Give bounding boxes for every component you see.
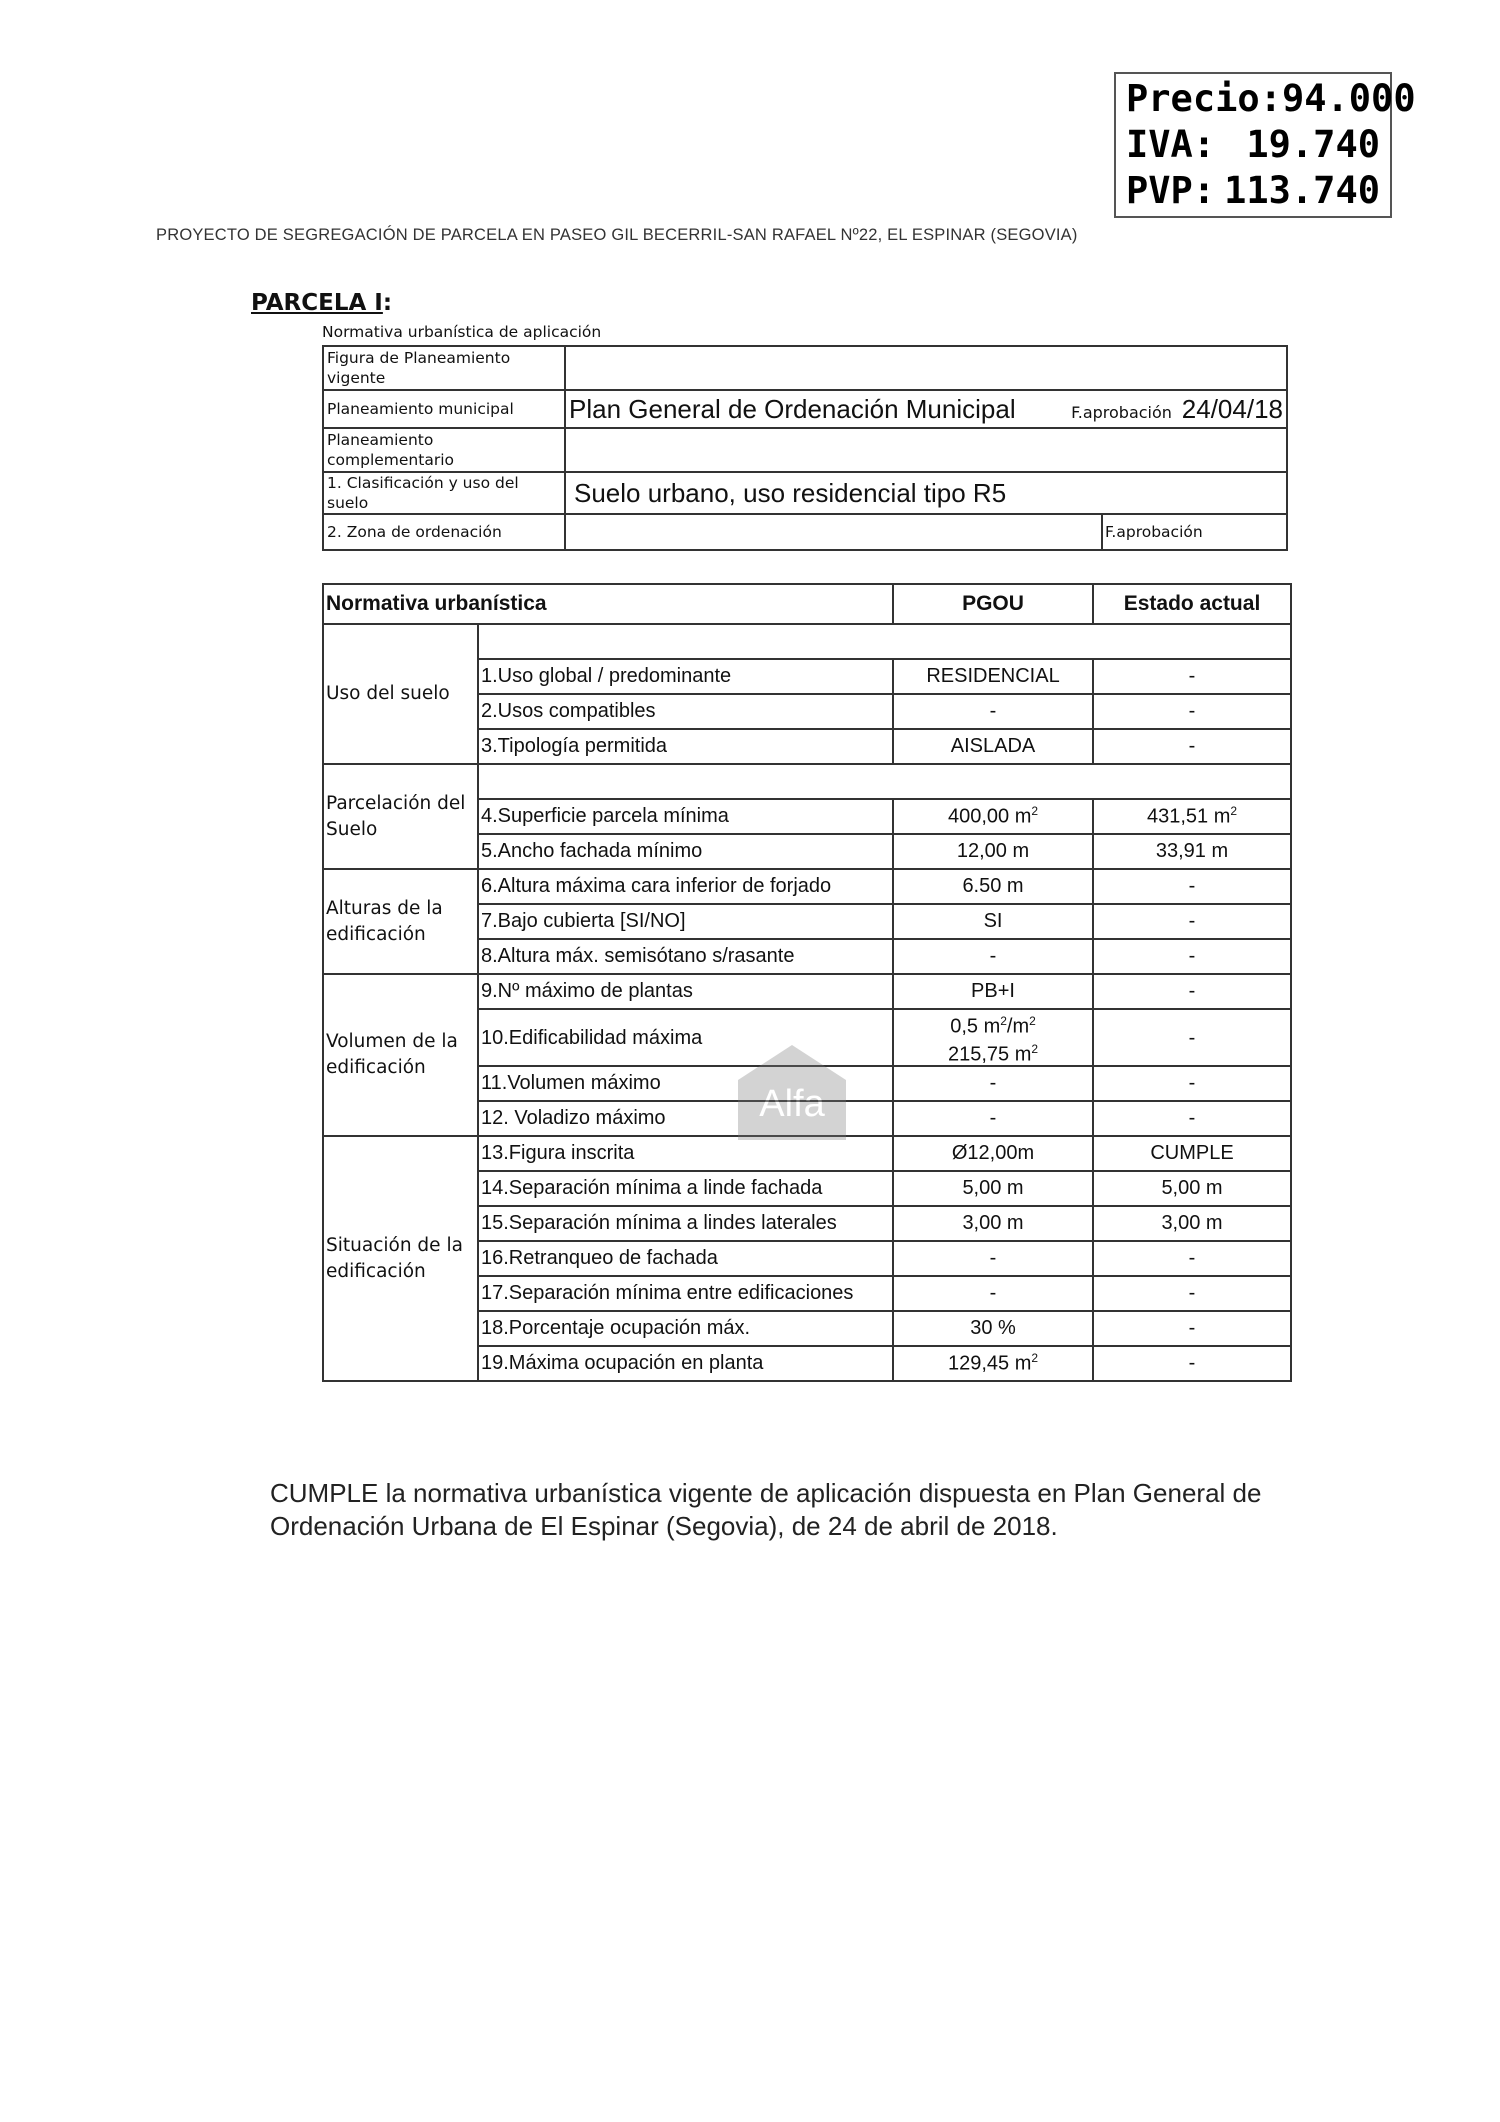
row-item: 10.Edificabilidad máxima bbox=[478, 1009, 893, 1066]
row-estado: 3,00 m bbox=[1093, 1206, 1291, 1241]
sup-2: 2 bbox=[1000, 1014, 1007, 1028]
row-item: 1.Uso global / predominante bbox=[478, 659, 893, 694]
sup-2: 2 bbox=[1031, 804, 1039, 819]
row-item: 4.Superficie parcela mínima bbox=[478, 799, 893, 834]
complementario-value bbox=[565, 428, 1287, 472]
planning-row-figura bbox=[323, 346, 1287, 390]
municipal-value: Plan General de Ordenación Municipal bbox=[569, 393, 1016, 424]
group-situacion: Situación de la edificación bbox=[323, 1136, 478, 1381]
row-item: 2.Usos compatibles bbox=[478, 694, 893, 729]
row-estado: - bbox=[1093, 659, 1291, 694]
iva-label: IVA: bbox=[1126, 123, 1216, 166]
iva-row bbox=[1126, 122, 1380, 168]
figura-label: Figura de Planeamiento vigente bbox=[323, 346, 565, 390]
row-estado: 5,00 m bbox=[1093, 1171, 1291, 1206]
parcela-title bbox=[251, 290, 392, 316]
row-estado: - bbox=[1093, 1101, 1291, 1136]
row-item: 16.Retranqueo de fachada bbox=[478, 1241, 893, 1276]
row-pgou: - bbox=[893, 694, 1093, 729]
normativa-caption: Normativa urbanística de aplicación bbox=[322, 323, 602, 341]
price-box bbox=[1114, 72, 1416, 218]
row-pgou: - bbox=[893, 1241, 1093, 1276]
row-pgou: 6.50 m bbox=[893, 869, 1093, 904]
row-pgou: PB+I bbox=[893, 974, 1093, 1009]
row-pgou: Ø12,00m bbox=[893, 1136, 1093, 1171]
row-pgou: AISLADA bbox=[893, 729, 1093, 764]
table-row bbox=[323, 974, 1291, 1009]
row-pgou: 30 % bbox=[893, 1311, 1093, 1346]
row-estado: - bbox=[1093, 1009, 1291, 1066]
parcela-title-colon: : bbox=[382, 290, 393, 316]
row-pgou: 5,00 m bbox=[893, 1171, 1093, 1206]
watermark-logo bbox=[738, 1040, 846, 1140]
row-estado: - bbox=[1093, 939, 1291, 974]
zona-value bbox=[566, 515, 1101, 549]
normativa-table bbox=[322, 583, 1292, 1382]
pgou-value: 129,45 m bbox=[947, 1353, 1032, 1376]
pvp-value: 113.740 bbox=[1224, 169, 1380, 212]
row-item: 8.Altura máx. semisótano s/rasante bbox=[478, 939, 893, 974]
edif-val-a: 0,5 m bbox=[950, 1015, 1001, 1038]
row-pgou: SI bbox=[893, 904, 1093, 939]
row-item: 5.Ancho fachada mínimo bbox=[478, 834, 893, 869]
row-item: 14.Separación mínima a linde fachada bbox=[478, 1171, 893, 1206]
row-item: 7.Bajo cubierta [SI/NO] bbox=[478, 904, 893, 939]
row-estado: - bbox=[1093, 729, 1291, 764]
header-pgou: PGOU bbox=[893, 584, 1093, 624]
table-row bbox=[323, 624, 1291, 659]
row-estado: - bbox=[1093, 1276, 1291, 1311]
row-estado: - bbox=[1093, 1241, 1291, 1276]
conclusion-text: CUMPLE la normativa urbanística vigente de aplicación dispuesta en Plan General de Ordenación Urbana de El Espinar (Segovia), de 24 de abril de 2018. bbox=[270, 1478, 1262, 1541]
pgou-value: 400,00 m bbox=[947, 805, 1032, 828]
sup-2: 2 bbox=[1031, 1351, 1039, 1366]
row-item: 6.Altura máxima cara inferior de forjado bbox=[478, 869, 893, 904]
clasificacion-cell bbox=[565, 472, 1287, 514]
row-item: 19.Máxima ocupación en planta bbox=[478, 1346, 893, 1381]
header-normativa: Normativa urbanística bbox=[323, 584, 893, 624]
pvp-row bbox=[1126, 168, 1380, 214]
row-estado: - bbox=[1093, 1066, 1291, 1101]
group-alturas: Alturas de la edificación bbox=[323, 869, 478, 974]
row-item: 15.Separación mínima a lindes laterales bbox=[478, 1206, 893, 1241]
row-estado: - bbox=[1093, 869, 1291, 904]
sup-2: 2 bbox=[1029, 1014, 1036, 1028]
row-estado: CUMPLE bbox=[1093, 1136, 1291, 1171]
row-pgou: 12,00 m bbox=[893, 834, 1093, 869]
planning-table bbox=[322, 345, 1288, 551]
row-pgou: - bbox=[893, 1101, 1093, 1136]
row-pgou: - bbox=[893, 1066, 1093, 1101]
municipal-date-group bbox=[1071, 394, 1283, 425]
row-estado: - bbox=[1093, 1346, 1291, 1381]
planning-row-zona bbox=[323, 514, 1287, 550]
row-item: 3.Tipología permitida bbox=[478, 729, 893, 764]
municipal-label: Planeamiento municipal bbox=[323, 390, 565, 428]
group-volumen: Volumen de la edificación bbox=[323, 974, 478, 1136]
row-pgou bbox=[893, 1346, 1093, 1381]
estado-value: 431,51 m bbox=[1146, 805, 1231, 828]
table-row bbox=[323, 1136, 1291, 1171]
planning-row-clasificacion bbox=[323, 472, 1287, 514]
complementario-label: Planeamiento complementario bbox=[323, 428, 565, 472]
table-row bbox=[323, 869, 1291, 904]
zona-cell bbox=[565, 514, 1287, 550]
normativa-header-row bbox=[323, 584, 1291, 624]
municipal-cell bbox=[565, 390, 1287, 428]
price-row bbox=[1126, 76, 1416, 122]
row-estado bbox=[1093, 799, 1291, 834]
price-value: 94.000 bbox=[1281, 77, 1416, 120]
row-item: 13.Figura inscrita bbox=[478, 1136, 893, 1171]
row-estado: - bbox=[1093, 1311, 1291, 1346]
group-uso: Uso del suelo bbox=[323, 624, 478, 764]
row-item: 12. Voladizo máximo bbox=[478, 1101, 893, 1136]
pvp-label: PVP: bbox=[1126, 169, 1216, 212]
row-item: 11.Volumen máximo bbox=[478, 1066, 893, 1101]
parcela-title-text: PARCELA I bbox=[251, 290, 383, 316]
clasificacion-label: 1. Clasificación y uso del suelo bbox=[323, 472, 565, 514]
row-estado: - bbox=[1093, 974, 1291, 1009]
sup-2: 2 bbox=[1031, 1041, 1039, 1056]
figura-value bbox=[565, 346, 1287, 390]
clasificacion-value: Suelo urbano, uso residencial tipo R5 bbox=[574, 477, 1007, 508]
edificabilidad-line1 bbox=[896, 1010, 1090, 1038]
watermark-text: Alfa bbox=[759, 1083, 825, 1125]
house-logo-icon bbox=[738, 1040, 846, 1140]
zona-date-label: F.aprobación bbox=[1101, 515, 1286, 549]
edif-val-c: 215,75 m bbox=[947, 1043, 1032, 1066]
row-pgou: - bbox=[893, 939, 1093, 974]
edificabilidad-line2 bbox=[896, 1038, 1090, 1066]
row-estado: 33,91 m bbox=[1093, 834, 1291, 869]
sup-2: 2 bbox=[1230, 804, 1238, 819]
spacer-row bbox=[478, 624, 1291, 659]
row-item: 9.Nº máximo de plantas bbox=[478, 974, 893, 1009]
project-header: PROYECTO DE SEGREGACIÓN DE PARCELA EN PASEO GIL BECERRIL-SAN RAFAEL Nº22, EL ESPINAR (SEGOVIA) bbox=[156, 226, 1078, 244]
row-estado: - bbox=[1093, 694, 1291, 729]
row-item: 17.Separación mínima entre edificaciones bbox=[478, 1276, 893, 1311]
municipal-date: 24/04/18 bbox=[1181, 393, 1283, 424]
row-estado: - bbox=[1093, 904, 1291, 939]
zona-split bbox=[566, 515, 1286, 549]
group-parcelacion: Parcelación del Suelo bbox=[323, 764, 478, 869]
header-estado: Estado actual bbox=[1093, 584, 1291, 624]
table-row bbox=[323, 764, 1291, 799]
planning-row-complementario bbox=[323, 428, 1287, 472]
spacer-row bbox=[478, 764, 1291, 799]
price-label: Precio: bbox=[1126, 77, 1282, 120]
row-pgou bbox=[893, 799, 1093, 834]
planning-row-municipal bbox=[323, 390, 1287, 428]
row-pgou: - bbox=[893, 1276, 1093, 1311]
municipal-date-label: F.aprobación bbox=[1071, 402, 1172, 422]
row-pgou: RESIDENCIAL bbox=[893, 659, 1093, 694]
row-pgou bbox=[893, 1009, 1093, 1066]
zona-label: 2. Zona de ordenación bbox=[323, 514, 565, 550]
edif-val-b: /m bbox=[1006, 1015, 1030, 1038]
iva-value: 19.740 bbox=[1246, 123, 1380, 166]
row-item: 18.Porcentaje ocupación máx. bbox=[478, 1311, 893, 1346]
row-pgou: 3,00 m bbox=[893, 1206, 1093, 1241]
